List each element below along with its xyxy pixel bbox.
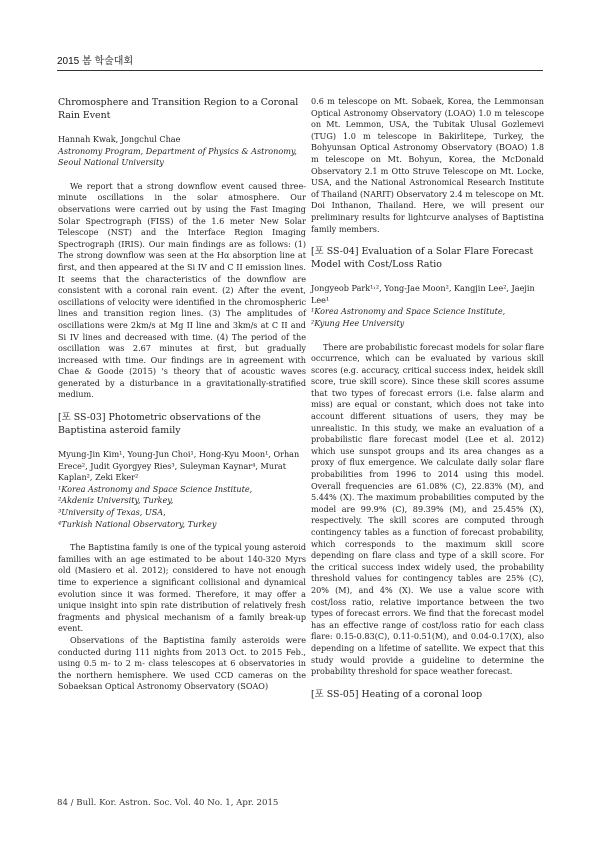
abstract-body-continued: 0.6 m telescope on Mt. Sobaek, Korea, the Lemmonsan Optical Astronomy Observatory (LOAO) 1.0 m telescope on Mt. Lemmon, USA, the Tubitak Ulusal Gozlemevi (TUG) 1.0 m telescope in Bakirlitepe, Turkey, the Bohyunsan Optical Astronomy Observatory (BOAO) 1.8 m telescope on Mt. Bohyun, Korea, the McDonald Observatory 2.1 m Otto Struve Telescope on Mt. Locke, USA, and the National Astronomical Research Institute of Thailand (NARIT) Observatory 2.4 m telescope on Mt. Doi Inthanon, Thailand. Here, we will present our preliminary results for lightcurve analyses of Baptistina family members.	[311, 96, 544, 234]
right-column	[311, 96, 544, 713]
header-rule	[57, 70, 543, 71]
abstract-title: [포 SS-04] Evaluation of a Solar Flare Forecast Model with Cost/Loss Ratio	[311, 246, 534, 271]
abstract-body: Observations of the Baptistina family asteroids were conducted during 111 nights from 2013 Oct. to 2015 Feb., using 0.5 m- to 2 m- class telescopes at 6 observatories in the northern hemisphere. We used CCD cameras on the Sobaeksan Optical Astronomy Observatory (SOAO)	[58, 634, 306, 692]
abstract-body: The Baptistina family is one of the typical young asteroid families with an age estimated to be about 140-320 Myrs old (Masiero et al. 2012); considered to have not enough time to experience a significant collisional and dynamical evolution since it was formed. Therefore, it may offer a unique insight into spin rate distribution of relatively fresh fragments and physical mechanism of a family break-up event.	[58, 542, 306, 634]
affiliation: ³University of Texas, USA,	[58, 507, 166, 518]
author-list: Hannah Kwak, Jongchul Chae	[58, 134, 181, 144]
abstract-body: There are probabilistic forecast models for solar flare occurrence, which can be evaluated by various skill scores (e.g. accuracy, critical success index, heidek skill score, true skill score). Since these skill scores assume that two types of forecast errors (i.e. false alarm and miss) are equal or constant, which does not take into account different situations of users, they may be unrealistic. In this study, we make an evaluation of a probabilistic flare forecast model (Lee et al. 2012) which use sunspot groups and its area changes as a proxy of flux emergence. We calculate daily solar flare probabilities from 1996 to 2014 using this model. Overall frequencies are 61.08% (C), 22.83% (M), and 5.44% (X). The maximum probabilities computed by the model are 99.9% (C), 89.39% (M), and 25.45% (X), respectively. The skill scores are computed through contingency tables as a function of forecast probability, which corresponds to the maximum skill score depending on flare class and type of a skill score. For the critical success index widely used, the probability threshold values for contingency tables are 25% (C), 20% (M), and 4% (X). We use a value score with cost/loss ratio, relative importance between the two types of forecast errors. We find that the forecast model has an effective range of cost/loss ratio for each class flare: 0.15-0.83(C), 0.11-0.51(M), and 0.04-0.17(X), also depending on a lifetime of satellite. We expect that this study would provide a guideline to determine the probability threshold for space weather forecast.	[311, 341, 544, 677]
abstract-title: [포 SS-03] Photometric observations of the Baptistina asteroid family	[58, 412, 261, 437]
abstract-title: [포 SS-05] Heating of a coronal loop	[311, 688, 483, 700]
left-column	[58, 96, 306, 693]
affiliation: ²Akdeniz University, Turkey,	[58, 495, 174, 506]
abstract-title: Chromosphere and Transition Region to a Coronal Rain Event	[58, 97, 299, 121]
affiliation: ⁴Turkish National Observatory, Turkey	[58, 518, 217, 529]
affiliation: ²Kyung Hee University	[311, 317, 405, 328]
affiliation: ¹Korea Astronomy and Space Science Institute,	[58, 483, 253, 494]
affiliation: Astronomy Program, Department of Physics & Astronomy, Seoul National University	[58, 145, 297, 168]
author-list: Jongyeob Park¹˒², Yong-Jae Moon², Kangjin Lee², Jaejin Lee¹	[311, 283, 535, 305]
page-footer: 84 / Bull. Kor. Astron. Soc. Vol. 40 No. 1, Apr. 2015	[57, 798, 279, 808]
abstract-body: We report that a strong downflow event caused three-minute oscillations in the solar atmosphere. Our observations were carried out by using the Fast Imaging Solar Spectrograph (FISS) of the 1.6 meter New Solar Telescope (NST) and the Interface Region Imaging Spectrograph (IRIS). Our main findings are as follows: (1) The strong downflow was seen at the Hα absorption line at first, and then appeared at the Si IV and C II emission lines. It seems that the characteristics of the downflow are consistent with a coronal rain event. (2) After the event, oscillations of velocity were identified in the chromospheric lines and transition region lines. (3) The amplitudes of oscillations were 2km/s at Mg II line and 3km/s at C II and Si IV lines and decreased with time. (4) The period of the oscillation was 2.67 minutes at first, but gradually increased with time. Our findings are in agreement with Chae & Goode (2015) 's theory that of acoustic waves generated by a disturbance in a gravitationally-stratified medium.	[58, 180, 306, 400]
author-list: Myung-Jin Kim¹, Young-Jun Choi¹, Hong-Kyu Moon¹, Orhan Erece², Judit Gyorgyey Ries³, Suleyman Kaynar⁴, Murat Kaplan², Zeki Eker²	[58, 449, 300, 483]
affiliation: ¹Korea Astronomy and Space Science Institute,	[311, 306, 506, 317]
running-header: 2015 봄 학술대회	[57, 56, 134, 67]
